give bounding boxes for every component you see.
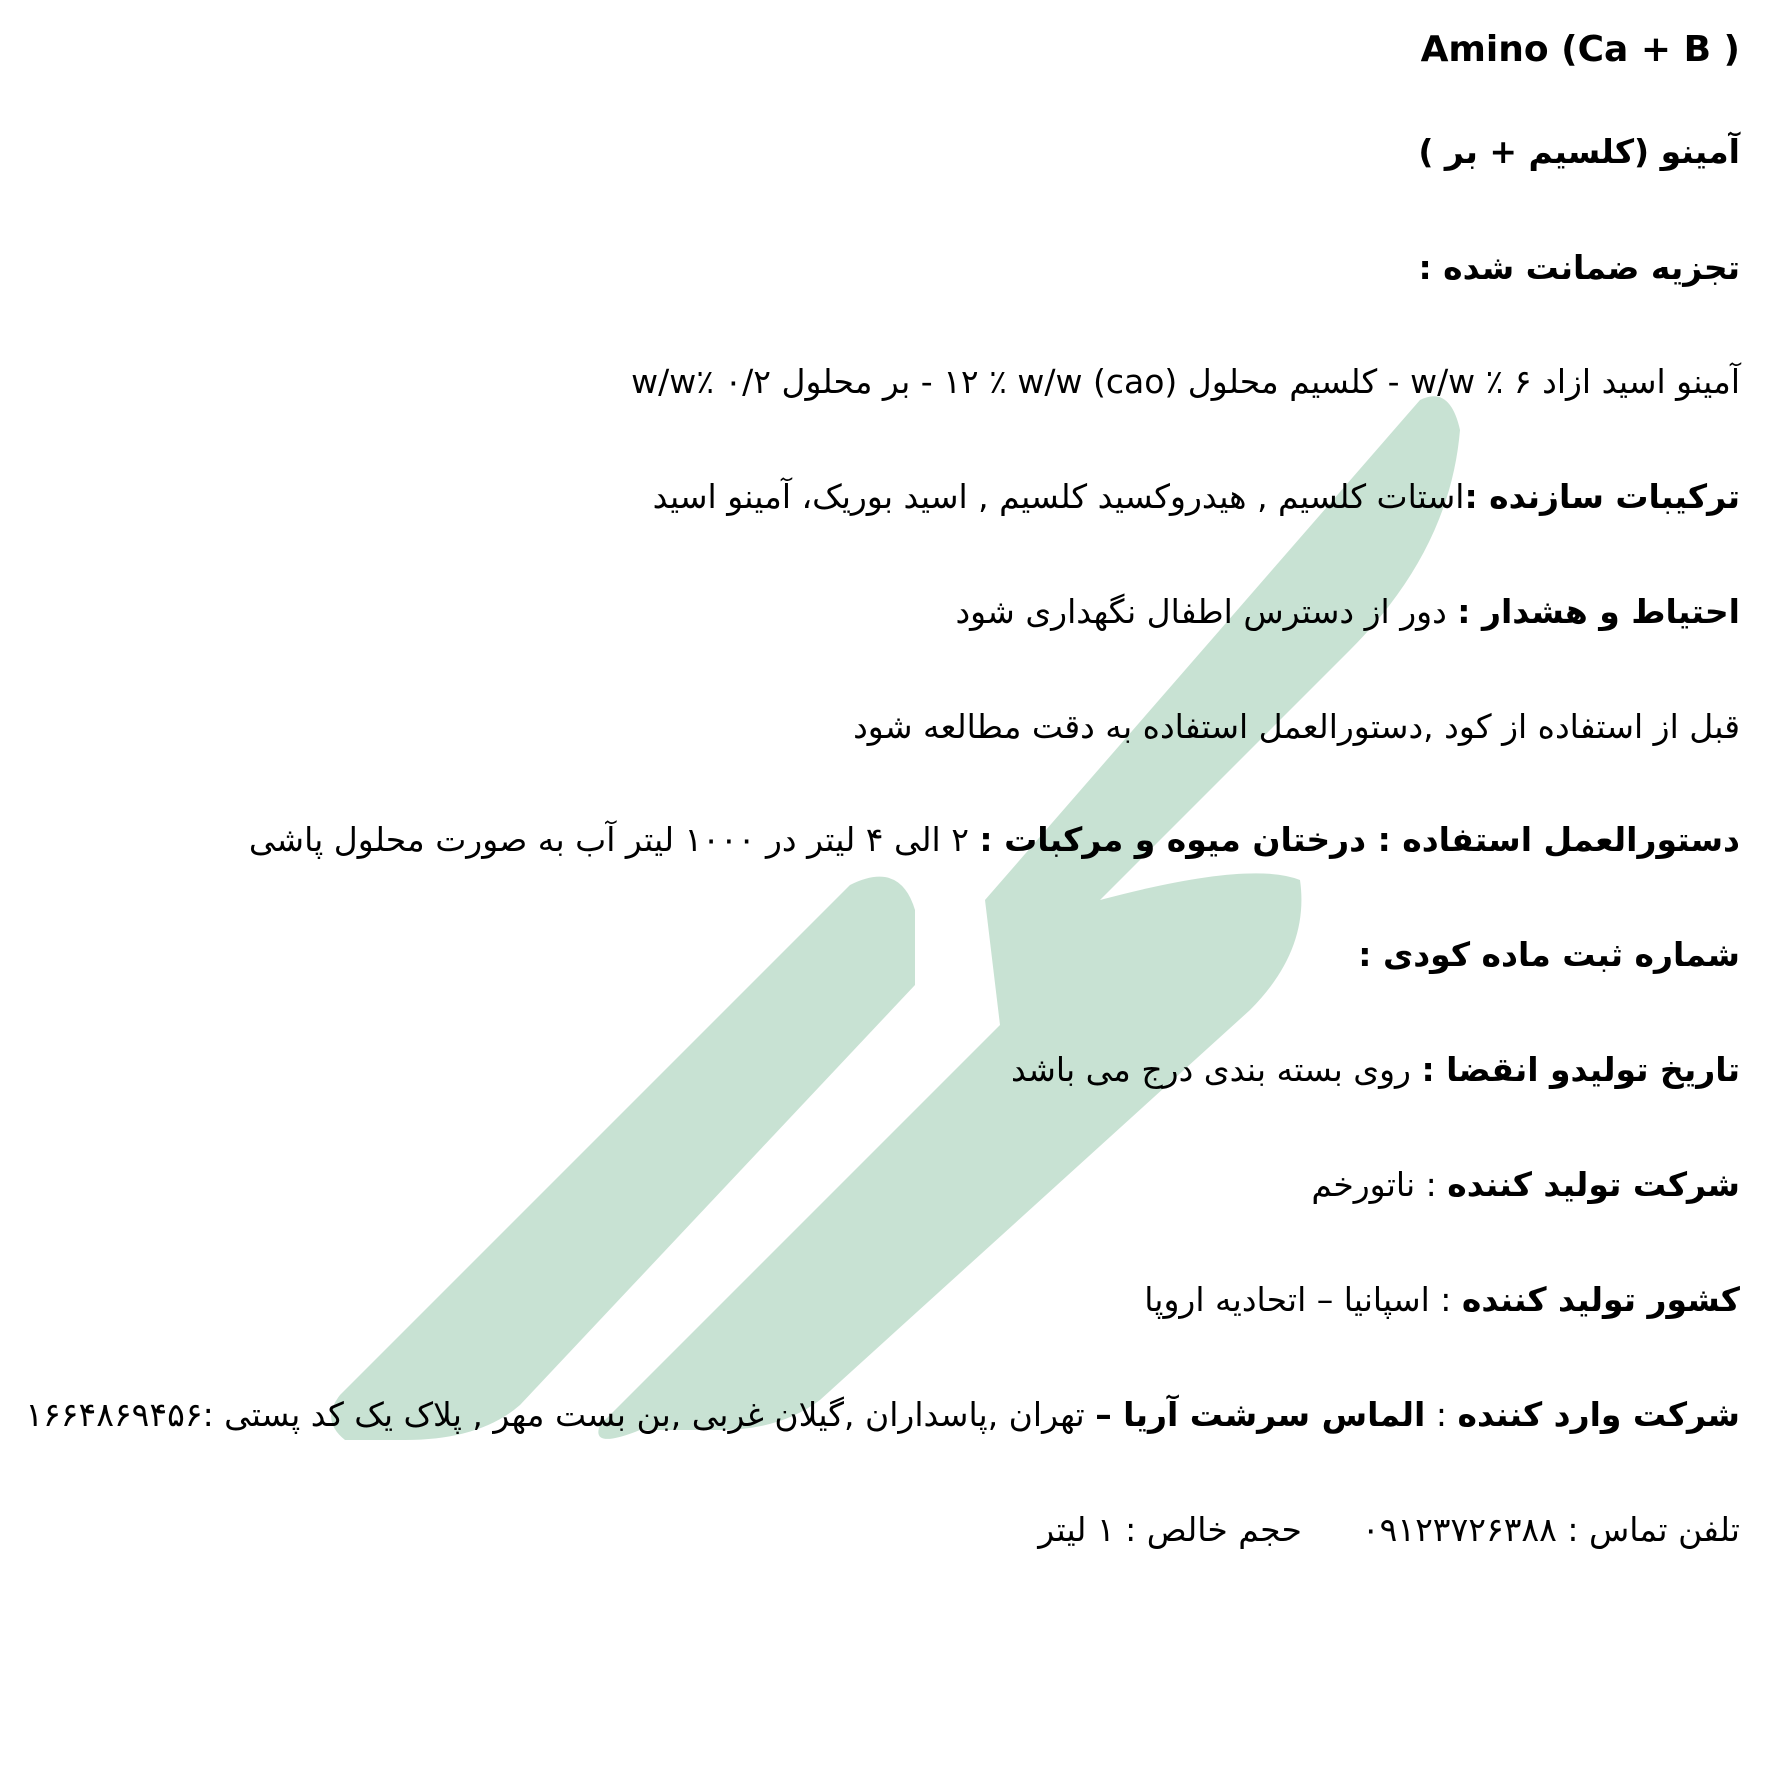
importer-label: شرکت وارد کننده — [1457, 1395, 1740, 1434]
net-volume: حجم خالص : ۱ لیتر — [1038, 1510, 1302, 1549]
contact-row — [10, 1508, 1740, 1552]
contact-phone: تلفن تماس : ۰۹۱۲۳۷۲۶۳۸۸ — [1361, 1510, 1740, 1549]
country-value: : اسپانیا – اتحادیه اروپا — [1144, 1280, 1462, 1319]
country-row — [10, 1278, 1740, 1322]
manufacturer-label: شرکت تولید کننده — [1447, 1165, 1740, 1204]
usage-value: ۲ الی ۴ لیتر در ۱۰۰۰ لیتر آب به صورت محلول پاشی — [248, 820, 980, 859]
warning-value: دور از دسترس اطفال نگهداری شود — [955, 592, 1458, 631]
ingredients-value: استات کلسیم , هیدروکسید کلسیم , اسید بوریک، آمینو اسید — [652, 477, 1465, 516]
dates-row — [10, 1048, 1740, 1092]
importer-row — [10, 1393, 1740, 1437]
importer-name: الماس سرشت آریا – — [1095, 1395, 1426, 1434]
dates-value: روی بسته بندی درج می باشد — [1010, 1050, 1422, 1089]
ingredients-row — [10, 475, 1740, 519]
product-title-english: Amino (Ca + B ) — [1420, 29, 1740, 70]
guaranteed-analysis-heading: تجزیه ضمانت شده : — [1418, 248, 1740, 287]
registration-number-label: شماره ثبت ماده کودی : — [1358, 935, 1740, 974]
usage-label: دستورالعمل استفاده : درختان میوه و مرکبات : — [979, 820, 1740, 859]
product-title-persian: آمینو (کلسیم + بر ) — [1418, 132, 1740, 171]
dates-label: تاریخ تولیدو انقضا : — [1421, 1050, 1740, 1089]
warning-row — [10, 590, 1740, 634]
ingredients-label: ترکیبات سازنده : — [1464, 477, 1740, 516]
read-instructions-note: قبل از استفاده از کود ,دستورالعمل استفاده به دقت مطالعه شود — [853, 707, 1740, 746]
importer-address: تهران ,پاسداران ,گیلان غربی ,بن بست مهر , پلاک یک کد پستی :۱۶۶۴۸۶۹۴۵۶ — [25, 1395, 1096, 1434]
manufacturer-value: : ناتورخم — [1311, 1165, 1448, 1204]
guaranteed-analysis-values: آمینو اسید ازاد ۶ ٪ w/w - کلسیم محلول (cao) ۱۲ ٪ w/w - بر محلول ۰/۲ ٪w/w — [631, 362, 1740, 401]
importer-separator: : — [1425, 1395, 1458, 1434]
manufacturer-row — [10, 1163, 1740, 1207]
warning-label: احتیاط و هشدار : — [1457, 592, 1740, 631]
country-label: کشور تولید کننده — [1461, 1280, 1740, 1319]
usage-row — [10, 818, 1740, 862]
